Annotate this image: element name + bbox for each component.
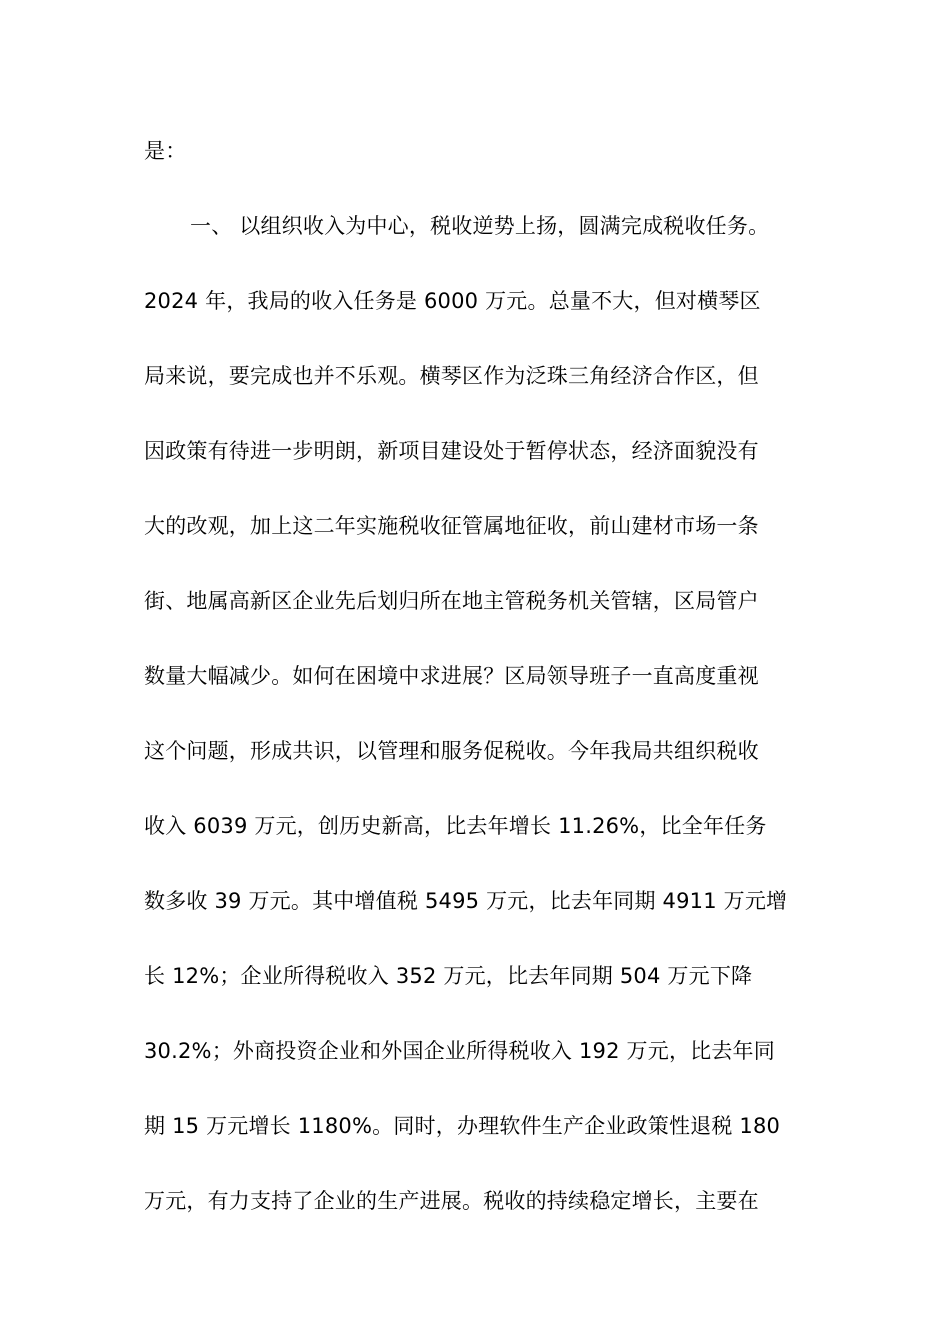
text-line: 因政策有待进一步明朗，新项目建设处于暂停状态，经济面貌没有 bbox=[144, 439, 759, 463]
text-line: 街、地属高新区企业先后划归所在地主管税务机关管辖，区局管户 bbox=[144, 589, 759, 613]
text-line: 收入 6039 万元，创历史新高，比去年增长 11.26%，比全年任务 bbox=[144, 814, 767, 838]
text-line: 大的改观，加上这二年实施税收征管属地征收，前山建材市场一条 bbox=[144, 514, 759, 538]
text-line: 是： bbox=[144, 139, 187, 163]
text-line: 局来说，要完成也并不乐观。横琴区作为泛珠三角经济合作区，但 bbox=[144, 364, 759, 388]
text-line: 期 15 万元增长 1180%。同时，办理软件生产企业政策性退税 180 bbox=[144, 1114, 781, 1138]
text-line: 2024 年，我局的收入任务是 6000 万元。总量不大，但对横琴区 bbox=[144, 289, 761, 313]
text-line: 长 12%；企业所得税收入 352 万元，比去年同期 504 万元下降 bbox=[144, 964, 753, 988]
text-line: 万元，有力支持了企业的生产进展。税收的持续稳定增长，主要在 bbox=[144, 1189, 759, 1213]
text-line: 数多收 39 万元。其中增值税 5495 万元，比去年同期 4911 万元增 bbox=[144, 889, 788, 913]
text-line: 数量大幅减少。如何在困境中求进展？区局领导班子一直高度重视 bbox=[144, 664, 759, 688]
text-line: 30.2%；外商投资企业和外国企业所得税收入 192 万元，比去年同 bbox=[144, 1039, 775, 1063]
section-heading: 一、 以组织收入为中心，税收逆势上扬，圆满完成税收任务。 bbox=[190, 214, 770, 238]
text-line: 这个问题，形成共识，以管理和服务促税收。今年我局共组织税收 bbox=[144, 739, 759, 763]
